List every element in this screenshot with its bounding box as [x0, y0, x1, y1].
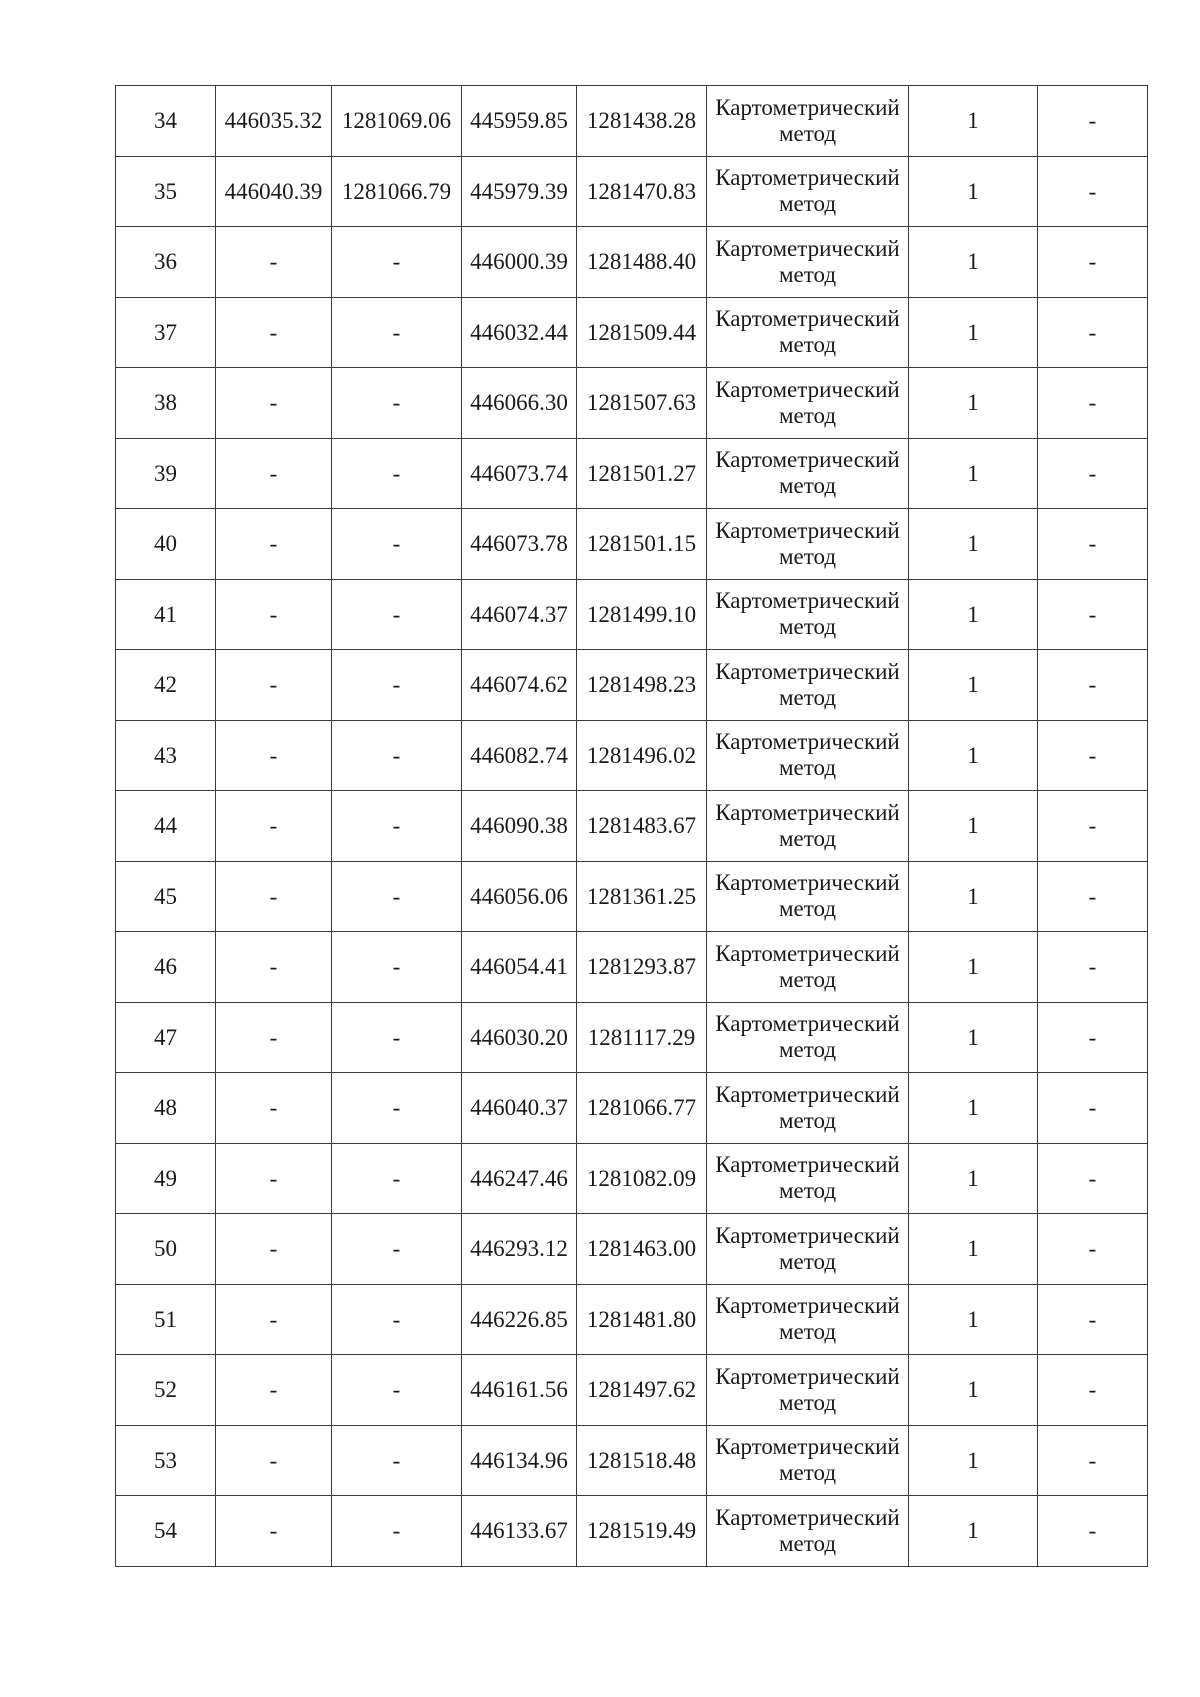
existing-x-cell: -	[216, 791, 332, 862]
table-row	[116, 509, 1148, 580]
new-y-cell: 1281501.15	[577, 509, 707, 580]
new-x-cell: 446040.37	[462, 1073, 577, 1144]
new-y-cell: 1281438.28	[577, 86, 707, 157]
method-cell	[707, 1496, 909, 1567]
method-cell	[707, 509, 909, 580]
method-cell	[707, 579, 909, 650]
accuracy-cell: 1	[909, 1496, 1038, 1567]
existing-y-cell: -	[332, 438, 462, 509]
existing-y-cell: -	[332, 650, 462, 721]
accuracy-cell: 1	[909, 861, 1038, 932]
table-row	[116, 86, 1148, 157]
note-cell: -	[1038, 86, 1148, 157]
point-number-cell: 48	[116, 1073, 216, 1144]
point-number-cell: 44	[116, 791, 216, 862]
existing-x-cell: -	[216, 861, 332, 932]
note-cell: -	[1038, 1425, 1148, 1496]
point-number-cell: 49	[116, 1143, 216, 1214]
new-x-cell: 446161.56	[462, 1355, 577, 1426]
method-cell	[707, 650, 909, 721]
point-number-cell: 43	[116, 720, 216, 791]
note-cell: -	[1038, 1002, 1148, 1073]
method-cell	[707, 368, 909, 439]
table-body	[116, 86, 1148, 1567]
new-x-cell: 446073.74	[462, 438, 577, 509]
accuracy-cell: 1	[909, 1073, 1038, 1144]
new-x-cell: 446293.12	[462, 1214, 577, 1285]
method-text-line: метод	[778, 332, 837, 358]
note-cell: -	[1038, 1073, 1148, 1144]
method-text-line: метод	[778, 473, 837, 499]
new-y-cell: 1281518.48	[577, 1425, 707, 1496]
method-cell	[707, 438, 909, 509]
method-text-line: метод	[778, 1107, 837, 1133]
existing-x-cell: -	[216, 579, 332, 650]
existing-y-cell: -	[332, 1496, 462, 1567]
method-text-line: Картометрический	[715, 1152, 900, 1178]
new-y-cell: 1281501.27	[577, 438, 707, 509]
existing-x-cell: -	[216, 1496, 332, 1567]
method-cell	[707, 932, 909, 1003]
new-y-cell: 1281499.10	[577, 579, 707, 650]
note-cell: -	[1038, 509, 1148, 580]
accuracy-cell: 1	[909, 1143, 1038, 1214]
new-y-cell: 1281498.23	[577, 650, 707, 721]
method-text-line: метод	[778, 120, 837, 146]
accuracy-cell: 1	[909, 509, 1038, 580]
point-number-cell: 52	[116, 1355, 216, 1426]
existing-y-cell: -	[332, 1425, 462, 1496]
existing-x-cell: -	[216, 720, 332, 791]
existing-y-cell: -	[332, 1002, 462, 1073]
accuracy-cell: 1	[909, 791, 1038, 862]
new-y-cell: 1281293.87	[577, 932, 707, 1003]
table-row	[116, 1284, 1148, 1355]
new-x-cell: 446082.74	[462, 720, 577, 791]
method-text-line: Картометрический	[715, 729, 900, 755]
table-row	[116, 791, 1148, 862]
method-text-line: Картометрический	[715, 306, 900, 332]
table-row	[116, 227, 1148, 298]
accuracy-cell: 1	[909, 1284, 1038, 1355]
note-cell: -	[1038, 720, 1148, 791]
new-y-cell: 1281509.44	[577, 297, 707, 368]
note-cell: -	[1038, 438, 1148, 509]
method-cell	[707, 1073, 909, 1144]
new-x-cell: 446226.85	[462, 1284, 577, 1355]
method-cell	[707, 1355, 909, 1426]
accuracy-cell: 1	[909, 156, 1038, 227]
method-text-line: метод	[778, 1248, 837, 1274]
existing-x-cell: -	[216, 1073, 332, 1144]
method-text-line: метод	[778, 543, 837, 569]
point-number-cell: 46	[116, 932, 216, 1003]
new-x-cell: 446032.44	[462, 297, 577, 368]
existing-y-cell: -	[332, 791, 462, 862]
existing-x-cell: -	[216, 932, 332, 1003]
coordinates-table	[115, 85, 1148, 1567]
new-y-cell: 1281117.29	[577, 1002, 707, 1073]
existing-y-cell: -	[332, 932, 462, 1003]
accuracy-cell: 1	[909, 650, 1038, 721]
method-cell	[707, 86, 909, 157]
new-x-cell: 446134.96	[462, 1425, 577, 1496]
existing-y-cell: -	[332, 509, 462, 580]
new-y-cell: 1281496.02	[577, 720, 707, 791]
existing-x-cell: 446035.32	[216, 86, 332, 157]
accuracy-cell: 1	[909, 579, 1038, 650]
table-row	[116, 297, 1148, 368]
existing-y-cell: -	[332, 297, 462, 368]
new-x-cell: 446074.62	[462, 650, 577, 721]
note-cell: -	[1038, 368, 1148, 439]
table-row	[116, 861, 1148, 932]
existing-x-cell: -	[216, 438, 332, 509]
table-row	[116, 1002, 1148, 1073]
new-x-cell: 446073.78	[462, 509, 577, 580]
note-cell: -	[1038, 156, 1148, 227]
method-text-line: Картометрический	[715, 1011, 900, 1037]
note-cell: -	[1038, 1143, 1148, 1214]
method-text-line: метод	[778, 1319, 837, 1345]
point-number-cell: 50	[116, 1214, 216, 1285]
point-number-cell: 51	[116, 1284, 216, 1355]
existing-y-cell: 1281066.79	[332, 156, 462, 227]
new-y-cell: 1281082.09	[577, 1143, 707, 1214]
table-row	[116, 720, 1148, 791]
existing-y-cell: -	[332, 1073, 462, 1144]
accuracy-cell: 1	[909, 1214, 1038, 1285]
method-text-line: метод	[778, 896, 837, 922]
note-cell: -	[1038, 227, 1148, 298]
accuracy-cell: 1	[909, 227, 1038, 298]
point-number-cell: 47	[116, 1002, 216, 1073]
existing-x-cell: -	[216, 227, 332, 298]
new-x-cell: 446000.39	[462, 227, 577, 298]
method-text-line: Картометрический	[715, 94, 900, 120]
accuracy-cell: 1	[909, 1425, 1038, 1496]
method-cell	[707, 720, 909, 791]
method-text-line: метод	[778, 1178, 837, 1204]
note-cell: -	[1038, 1496, 1148, 1567]
table-row	[116, 932, 1148, 1003]
method-text-line: Картометрический	[715, 447, 900, 473]
new-y-cell: 1281470.83	[577, 156, 707, 227]
existing-y-cell: -	[332, 227, 462, 298]
method-text-line: Картометрический	[715, 165, 900, 191]
method-cell	[707, 1214, 909, 1285]
new-x-cell: 446074.37	[462, 579, 577, 650]
point-number-cell: 38	[116, 368, 216, 439]
existing-x-cell: 446040.39	[216, 156, 332, 227]
method-cell	[707, 1425, 909, 1496]
method-cell	[707, 1284, 909, 1355]
method-cell	[707, 297, 909, 368]
method-text-line: Картометрический	[715, 658, 900, 684]
method-text-line: метод	[778, 684, 837, 710]
note-cell: -	[1038, 579, 1148, 650]
method-text-line: метод	[778, 1389, 837, 1415]
existing-y-cell: -	[332, 579, 462, 650]
existing-y-cell: 1281069.06	[332, 86, 462, 157]
existing-x-cell: -	[216, 297, 332, 368]
new-y-cell: 1281497.62	[577, 1355, 707, 1426]
point-number-cell: 35	[116, 156, 216, 227]
table-row	[116, 368, 1148, 439]
method-text-line: Картометрический	[715, 870, 900, 896]
existing-x-cell: -	[216, 1425, 332, 1496]
method-text-line: Картометрический	[715, 1434, 900, 1460]
accuracy-cell: 1	[909, 720, 1038, 791]
point-number-cell: 41	[116, 579, 216, 650]
table-row	[116, 438, 1148, 509]
existing-x-cell: -	[216, 368, 332, 439]
existing-y-cell: -	[332, 1214, 462, 1285]
new-y-cell: 1281066.77	[577, 1073, 707, 1144]
new-x-cell: 446056.06	[462, 861, 577, 932]
method-text-line: метод	[778, 1037, 837, 1063]
table-row	[116, 156, 1148, 227]
method-cell	[707, 227, 909, 298]
new-x-cell: 446066.30	[462, 368, 577, 439]
existing-y-cell: -	[332, 720, 462, 791]
point-number-cell: 53	[116, 1425, 216, 1496]
new-x-cell: 446054.41	[462, 932, 577, 1003]
existing-x-cell: -	[216, 1355, 332, 1426]
new-y-cell: 1281361.25	[577, 861, 707, 932]
new-y-cell: 1281463.00	[577, 1214, 707, 1285]
existing-x-cell: -	[216, 650, 332, 721]
new-y-cell: 1281507.63	[577, 368, 707, 439]
new-y-cell: 1281481.80	[577, 1284, 707, 1355]
method-text-line: Картометрический	[715, 1504, 900, 1530]
existing-y-cell: -	[332, 368, 462, 439]
point-number-cell: 40	[116, 509, 216, 580]
existing-y-cell: -	[332, 1355, 462, 1426]
note-cell: -	[1038, 861, 1148, 932]
point-number-cell: 37	[116, 297, 216, 368]
table-row	[116, 650, 1148, 721]
existing-x-cell: -	[216, 1143, 332, 1214]
point-number-cell: 54	[116, 1496, 216, 1567]
method-text-line: Картометрический	[715, 799, 900, 825]
note-cell: -	[1038, 1355, 1148, 1426]
table-row	[116, 1073, 1148, 1144]
note-cell: -	[1038, 791, 1148, 862]
existing-x-cell: -	[216, 1284, 332, 1355]
method-text-line: метод	[778, 191, 837, 217]
accuracy-cell: 1	[909, 438, 1038, 509]
existing-x-cell: -	[216, 1002, 332, 1073]
note-cell: -	[1038, 297, 1148, 368]
accuracy-cell: 1	[909, 932, 1038, 1003]
method-text-line: Картометрический	[715, 940, 900, 966]
table-row	[116, 1496, 1148, 1567]
table-row	[116, 579, 1148, 650]
method-text-line: Картометрический	[715, 588, 900, 614]
note-cell: -	[1038, 1214, 1148, 1285]
note-cell: -	[1038, 1284, 1148, 1355]
new-x-cell: 446247.46	[462, 1143, 577, 1214]
method-text-line: метод	[778, 966, 837, 992]
note-cell: -	[1038, 650, 1148, 721]
table-row	[116, 1355, 1148, 1426]
method-cell	[707, 1143, 909, 1214]
method-text-line: метод	[778, 402, 837, 428]
new-x-cell: 446030.20	[462, 1002, 577, 1073]
accuracy-cell: 1	[909, 1002, 1038, 1073]
new-y-cell: 1281483.67	[577, 791, 707, 862]
method-cell	[707, 1002, 909, 1073]
new-x-cell: 446133.67	[462, 1496, 577, 1567]
existing-y-cell: -	[332, 1143, 462, 1214]
method-text-line: метод	[778, 614, 837, 640]
new-y-cell: 1281519.49	[577, 1496, 707, 1567]
method-cell	[707, 791, 909, 862]
method-text-line: Картометрический	[715, 1363, 900, 1389]
accuracy-cell: 1	[909, 1355, 1038, 1426]
point-number-cell: 34	[116, 86, 216, 157]
table-row	[116, 1143, 1148, 1214]
point-number-cell: 45	[116, 861, 216, 932]
method-text-line: метод	[778, 825, 837, 851]
point-number-cell: 36	[116, 227, 216, 298]
method-text-line: Картометрический	[715, 1293, 900, 1319]
point-number-cell: 39	[116, 438, 216, 509]
note-cell: -	[1038, 932, 1148, 1003]
method-text-line: метод	[778, 1530, 837, 1556]
new-x-cell: 445979.39	[462, 156, 577, 227]
method-text-line: метод	[778, 1460, 837, 1486]
method-text-line: метод	[778, 755, 837, 781]
table-row	[116, 1425, 1148, 1496]
accuracy-cell: 1	[909, 297, 1038, 368]
method-text-line: Картометрический	[715, 1222, 900, 1248]
new-x-cell: 446090.38	[462, 791, 577, 862]
method-text-line: Картометрический	[715, 517, 900, 543]
existing-y-cell: -	[332, 861, 462, 932]
method-text-line: Картометрический	[715, 1081, 900, 1107]
existing-y-cell: -	[332, 1284, 462, 1355]
point-number-cell: 42	[116, 650, 216, 721]
method-cell	[707, 861, 909, 932]
method-text-line: Картометрический	[715, 235, 900, 261]
accuracy-cell: 1	[909, 368, 1038, 439]
method-cell	[707, 156, 909, 227]
method-text-line: Картометрический	[715, 376, 900, 402]
new-y-cell: 1281488.40	[577, 227, 707, 298]
existing-x-cell: -	[216, 509, 332, 580]
accuracy-cell: 1	[909, 86, 1038, 157]
new-x-cell: 445959.85	[462, 86, 577, 157]
table-row	[116, 1214, 1148, 1285]
existing-x-cell: -	[216, 1214, 332, 1285]
method-text-line: метод	[778, 261, 837, 287]
